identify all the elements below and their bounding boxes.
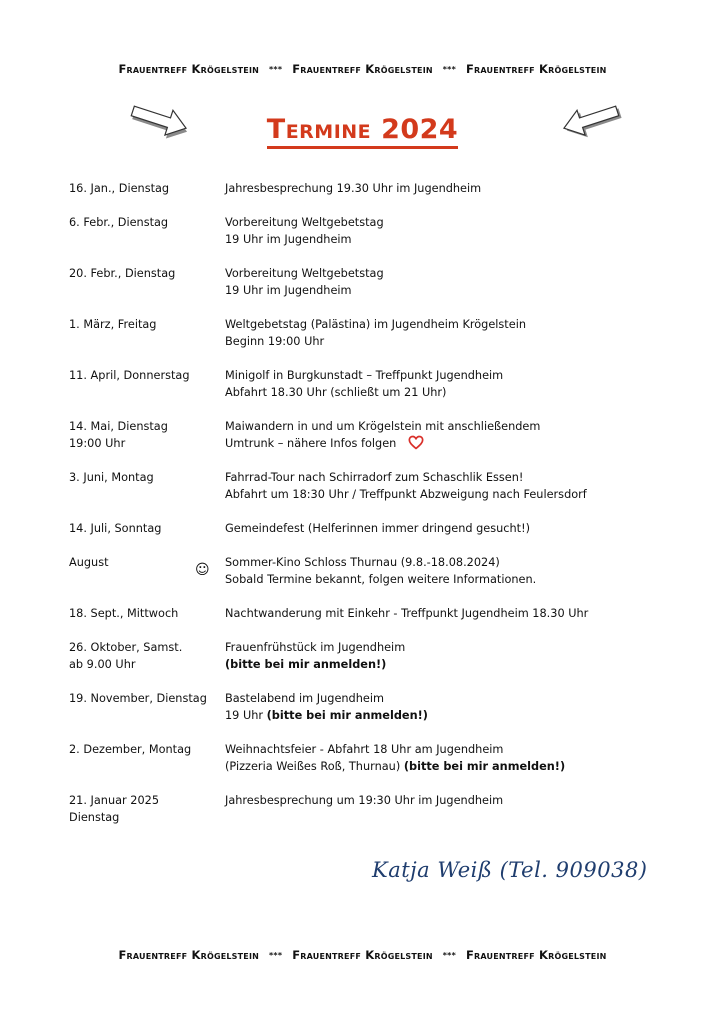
- event-date: [69, 316, 219, 333]
- event-text: Vorbereitung Weltgebetstag: [225, 216, 384, 229]
- event-text: Gemeindefest (Helferinnen immer dringend gesucht!): [225, 522, 531, 535]
- event-description-line: [225, 180, 689, 197]
- event-date: [69, 639, 219, 673]
- event-description-line: [225, 367, 689, 384]
- event-description-line: [225, 418, 689, 435]
- event-text: Bastelabend im Jugendheim: [225, 692, 384, 705]
- event-row: [69, 469, 689, 503]
- event-row: [69, 605, 689, 622]
- event-description-line: [225, 758, 689, 775]
- event-description-line: [225, 214, 689, 231]
- banner-text-1: Frauentreff Krögelstein: [118, 62, 260, 76]
- footer-banner: [0, 948, 725, 962]
- event-text: 19 Uhr im Jugendheim: [225, 233, 352, 246]
- banner-text-5: Frauentreff Krögelstein: [292, 948, 433, 962]
- banner-text-4: Frauentreff Krögelstein: [118, 948, 260, 962]
- event-text: (Pizzeria Weißes Roß, Thurnau): [225, 760, 404, 773]
- event-description-line: [225, 605, 689, 622]
- event-description: [225, 741, 689, 775]
- event-text: Maiwandern in und um Krögelstein mit anschließendem: [225, 420, 541, 433]
- events-list: [69, 180, 689, 826]
- event-text: Beginn 19:00 Uhr: [225, 335, 325, 348]
- event-text: Jahresbesprechung um 19:30 Uhr im Jugendheim: [225, 794, 504, 807]
- page-title: [0, 114, 725, 145]
- page-title-text: Termine 2024: [267, 114, 458, 149]
- banner-text-6: Frauentreff Krögelstein: [465, 948, 607, 962]
- event-row: [69, 316, 689, 350]
- event-note-bold: (bitte bei mir anmelden!): [403, 760, 566, 773]
- event-date: [69, 265, 219, 282]
- event-row: [69, 792, 689, 824]
- banner-separator-2: ***: [442, 65, 456, 74]
- event-text: Vorbereitung Weltgebetstag: [225, 267, 384, 280]
- event-text: Umtrunk – nähere Infos folgen: [225, 437, 397, 450]
- event-date-line: 14. Juli, Sonntag: [69, 522, 162, 535]
- event-date-line: 1. März, Freitag: [69, 318, 157, 331]
- event-text: Abfahrt 18.30 Uhr (schließt um 21 Uhr): [225, 386, 447, 399]
- event-date: [69, 418, 219, 452]
- event-date: [69, 180, 219, 197]
- event-text: Minigolf in Burgkunstadt – Treffpunkt Jugendheim: [225, 369, 504, 382]
- event-date-line: 20. Febr., Dienstag: [69, 267, 176, 280]
- event-text: Nachtwanderung mit Einkehr - Treffpunkt Jugendheim 18.30 Uhr: [225, 607, 589, 620]
- header-banner: [0, 62, 725, 76]
- event-date: [69, 605, 219, 622]
- banner-text-3: Frauentreff Krögelstein: [465, 62, 607, 76]
- event-date: [69, 520, 219, 537]
- event-description: [225, 605, 689, 622]
- event-description-line: [225, 316, 689, 333]
- event-description-line: [225, 435, 689, 452]
- event-description: [225, 316, 689, 350]
- event-date-line: August: [69, 556, 109, 569]
- event-row: [69, 214, 689, 248]
- event-note-bold: (bitte bei mir anmelden!): [225, 658, 387, 671]
- event-description-line: [225, 554, 689, 571]
- event-date-line: 14. Mai, Dienstag: [69, 420, 168, 433]
- event-description-line: [225, 486, 689, 503]
- event-date-line: 19. November, Dienstag: [69, 692, 207, 705]
- event-date: [69, 690, 219, 707]
- event-note-bold: (bitte bei mir anmelden!): [266, 709, 428, 722]
- event-date-line: 11. April, Donnerstag: [69, 369, 190, 382]
- event-text: Weltgebetstag (Palästina) im Jugendheim Krögelstein: [225, 318, 526, 331]
- event-row: [69, 418, 689, 452]
- event-description: [225, 418, 689, 452]
- event-description-line: [225, 520, 689, 537]
- event-description-line: [225, 792, 689, 809]
- event-date-line: 19:00 Uhr: [69, 437, 126, 450]
- event-row: [69, 639, 689, 673]
- heart-icon: [408, 435, 424, 450]
- event-description-line: [225, 282, 689, 299]
- event-description: [225, 469, 689, 503]
- event-description: [225, 554, 689, 588]
- event-description: [225, 792, 689, 809]
- event-row: [69, 520, 689, 537]
- event-date-line: 18. Sept., Mittwoch: [69, 607, 179, 620]
- event-description: [225, 520, 689, 537]
- event-description: [225, 639, 689, 673]
- event-text: Fahrrad-Tour nach Schirradorf zum Schaschlik Essen!: [225, 471, 524, 484]
- event-row: [69, 180, 689, 197]
- event-description-line: [225, 384, 689, 401]
- event-date-line: 26. Oktober, Samst.: [69, 641, 183, 654]
- event-description: [225, 265, 689, 299]
- event-date-line: 3. Juni, Montag: [69, 471, 154, 484]
- signature: Katja Weiß (Tel. 909038): [372, 858, 648, 882]
- smiley-icon: ☺: [195, 562, 210, 578]
- banner-text-2: Frauentreff Krögelstein: [292, 62, 433, 76]
- event-description-line: [225, 333, 689, 350]
- event-description-line: [225, 265, 689, 282]
- event-text: Frauenfrühstück im Jugendheim: [225, 641, 406, 654]
- event-date: [69, 367, 219, 384]
- event-row: [69, 741, 689, 775]
- event-text: Sommer-Kino Schloss Thurnau (9.8.-18.08.2024): [225, 556, 500, 569]
- event-description-line: [225, 690, 689, 707]
- banner-separator-1: ***: [269, 65, 283, 74]
- event-description-line: [225, 656, 689, 673]
- event-description: [225, 367, 689, 401]
- event-date-line: Dienstag: [69, 811, 120, 824]
- event-description-line: [225, 707, 689, 724]
- banner-separator-4: ***: [442, 951, 456, 960]
- event-description-line: [225, 639, 689, 656]
- event-text: Jahresbesprechung 19.30 Uhr im Jugendheim: [225, 182, 482, 195]
- event-description-line: [225, 741, 689, 758]
- event-date-line: ab 9.00 Uhr: [69, 658, 136, 671]
- event-date: [69, 214, 219, 231]
- event-row: [69, 554, 689, 588]
- event-text: Abfahrt um 18:30 Uhr / Treffpunkt Abzweigung nach Feulersdorf: [225, 488, 587, 501]
- event-text: Sobald Termine bekannt, folgen weitere Informationen.: [225, 573, 537, 586]
- event-text: 19 Uhr im Jugendheim: [225, 284, 352, 297]
- event-date: [69, 792, 219, 826]
- event-text: Weihnachtsfeier - Abfahrt 18 Uhr am Jugendheim: [225, 743, 504, 756]
- event-description: [225, 180, 689, 197]
- event-date: [69, 741, 219, 758]
- banner-separator-3: ***: [269, 951, 283, 960]
- event-text: 19 Uhr: [225, 709, 267, 722]
- event-row: [69, 690, 689, 724]
- event-date-line: 16. Jan., Dienstag: [69, 182, 170, 195]
- event-description: [225, 214, 689, 248]
- event-row: [69, 367, 689, 401]
- event-date-line: 2. Dezember, Montag: [69, 743, 192, 756]
- event-description-line: [225, 571, 689, 588]
- event-date: [69, 469, 219, 486]
- event-date-line: 6. Febr., Dienstag: [69, 216, 169, 229]
- event-description-line: [225, 469, 689, 486]
- event-row: [69, 265, 689, 299]
- event-date-line: 21. Januar 2025: [69, 794, 160, 807]
- event-description: [225, 690, 689, 724]
- event-description-line: [225, 231, 689, 248]
